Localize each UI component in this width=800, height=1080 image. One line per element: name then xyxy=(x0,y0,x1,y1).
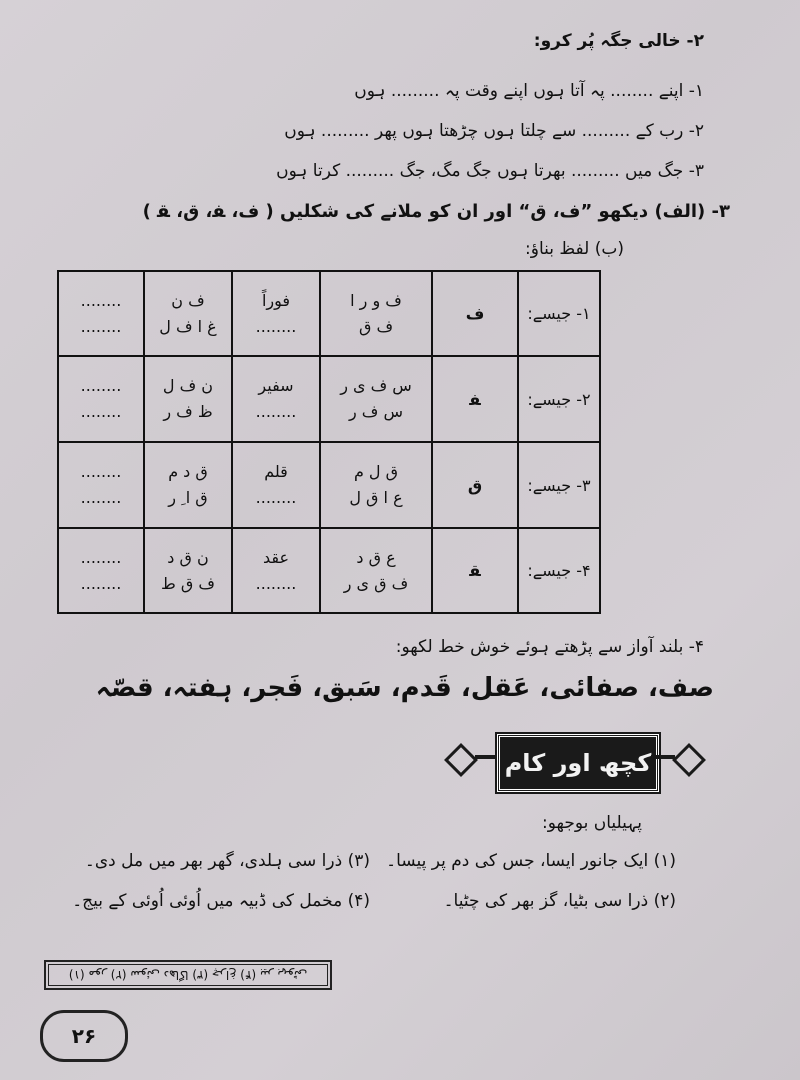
letters-a: ن ف ل xyxy=(162,376,214,395)
riddle-answers-box xyxy=(44,960,332,990)
row-label: ۱- جیسے: xyxy=(518,271,600,356)
page-number: ۲۶ xyxy=(40,1010,128,1062)
letter-form: ف xyxy=(432,271,518,356)
banner-wing-right xyxy=(651,755,675,759)
riddle-2: (۲) ذرا سی بٹیا، گز بھر کی چٹیا۔ xyxy=(443,891,676,911)
banner-wing-left xyxy=(475,755,499,759)
blank-b: ........ xyxy=(80,316,122,336)
q4-heading: ۴- بلند آواز سے پڑھتے ہوئے خوش خط لکھو: xyxy=(395,637,704,657)
riddle-3: (۳) ذرا سی ہلدی، گھر بھر میں مل دی۔ xyxy=(84,851,370,871)
letter-form: ﻔ xyxy=(432,356,518,442)
blank-a: ........ xyxy=(80,376,122,395)
word-blank: ........ xyxy=(255,488,297,507)
blank-b: ........ xyxy=(80,402,122,421)
banner-title: کچھ اور کام xyxy=(497,734,659,792)
q3-heading: ۳- (الف) دیکھو ”ف، ق“ اور ان کو ملانے کی شکلیں ( ف، ﻔ، ق، ﻘ ) xyxy=(142,201,730,222)
q2-line1: ۱- اپنے ........ پہ آتا ہوں اپنے وقت پہ ......... ہوں xyxy=(354,81,704,101)
table-row xyxy=(58,271,600,356)
row-label: ۳- جیسے: xyxy=(518,442,600,528)
word-blank: ........ xyxy=(255,573,297,593)
section-banner xyxy=(445,728,705,792)
q2-line2: ۲- رب کے ......... سے چلتا ہوں چڑھتا ہوں پھر ......... ہوں xyxy=(284,121,704,141)
row-label: ۴- جیسے: xyxy=(518,528,600,613)
word-building-table xyxy=(57,270,601,614)
letters-b: ع ا ق ل xyxy=(349,488,403,507)
word-a: فوراً xyxy=(261,290,291,310)
letters-a: ن ق د xyxy=(167,547,209,567)
letter-form: ق xyxy=(432,442,518,528)
table-row xyxy=(58,528,600,613)
letters-b: ق ا ِ ر xyxy=(168,488,208,507)
row-label: ۲- جیسے: xyxy=(518,356,600,442)
blank-a: ........ xyxy=(80,547,122,567)
letters-b: ظ ف ر xyxy=(163,402,213,421)
riddle-4: (۴) مخمل کی ڈبیہ میں اُوئی اُوئی کے بیج۔ xyxy=(72,891,370,911)
word-a: قلم xyxy=(264,462,288,481)
riddles-heading: پہیلیاں بوجھو: xyxy=(541,813,642,833)
q4-words: صف، صفائی، عَقل، قَدم، سَبق، فَجر، ہفتہ، قصّہ xyxy=(95,673,714,703)
word-a: عقد xyxy=(262,547,290,567)
letter-form: ﻘ xyxy=(432,528,518,613)
q2-heading: ۲- خالی جگہ پُر کرو: xyxy=(533,31,704,51)
diamond-ornament-icon xyxy=(672,743,706,777)
letters-b: ف ق ی ر xyxy=(343,573,409,593)
letters-a: ف و ر ا xyxy=(350,290,402,310)
word-blank: ........ xyxy=(255,316,297,336)
letters-b: س ف ر xyxy=(348,402,403,421)
blank-a: ........ xyxy=(80,462,122,481)
letters-a: ع ق د xyxy=(356,547,396,567)
letters-a: ق ل م xyxy=(353,462,399,481)
letters-a: ق د م xyxy=(168,462,208,481)
blank-b: ........ xyxy=(80,488,122,507)
letters-a: س ف ی ر xyxy=(340,376,412,395)
diamond-ornament-icon xyxy=(444,743,478,777)
letters-b: ف ق xyxy=(358,316,394,336)
table-row xyxy=(58,356,600,442)
word-a: سفیر xyxy=(258,376,294,395)
word-blank: ........ xyxy=(255,402,297,421)
q3-subheading: (ب) لفظ بناؤ: xyxy=(525,239,624,259)
letters-b: غ ا ف ل xyxy=(159,316,217,336)
blank-b: ........ xyxy=(80,573,122,593)
riddle-1: (۱) ایک جانور ایسا، جس کی دم پر پیسا۔ xyxy=(386,851,676,871)
q2-line3: ۳- جگ میں ......... بھرتا ہوں جگ مگ، جگ ......... کرتا ہوں xyxy=(276,161,704,181)
letters-b: ف ق ط xyxy=(161,573,215,593)
table-row xyxy=(58,442,600,528)
blank-a: ........ xyxy=(80,290,122,310)
letters-a: ف ن xyxy=(171,290,205,310)
riddle-answers: (۱) مور (۲) سوئی دھاگا (۳) چراغ (۴) بیر بہوٹی xyxy=(68,968,308,982)
